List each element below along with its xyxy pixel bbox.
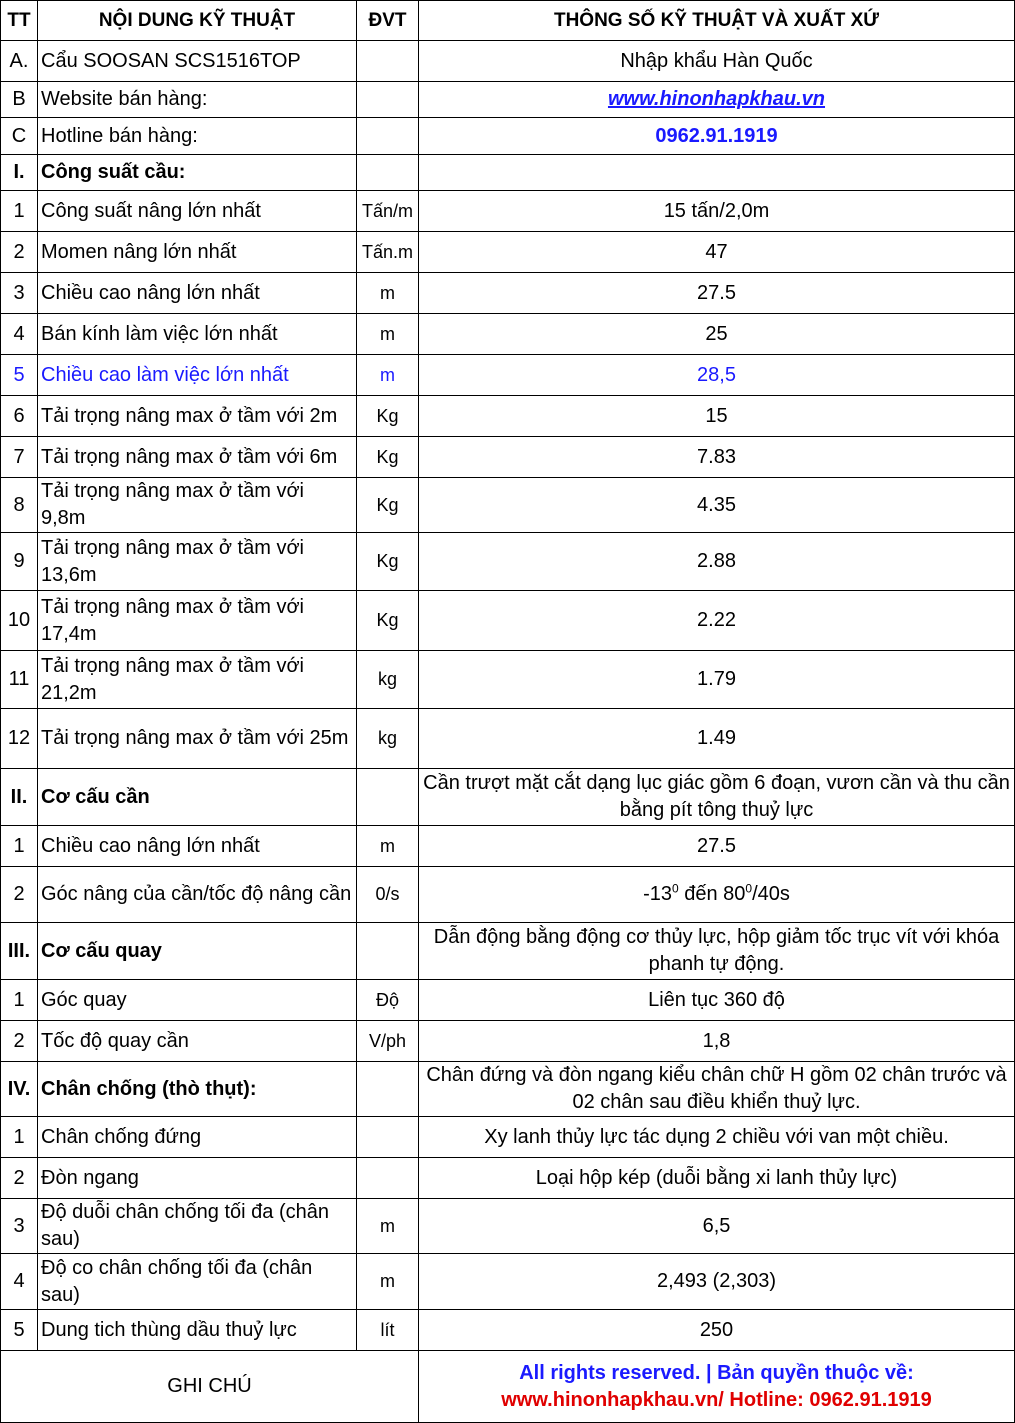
row-number: A. bbox=[1, 41, 38, 82]
row-item: Chân chống (thò thụt): bbox=[38, 1062, 357, 1117]
table-row bbox=[1, 478, 1015, 533]
row-value: 25 bbox=[419, 314, 1015, 355]
row-number: I. bbox=[1, 155, 38, 191]
table-row bbox=[1, 867, 1015, 923]
row-value bbox=[419, 155, 1015, 191]
table-row bbox=[1, 1021, 1015, 1062]
row-value bbox=[419, 867, 1015, 923]
row-unit bbox=[357, 118, 419, 155]
table-row bbox=[1, 1254, 1015, 1310]
row-item: Dung tich thùng dầu thuỷ lực bbox=[38, 1310, 357, 1351]
row-value: Loại hộp kép (duỗi bằng xi lanh thủy lực) bbox=[419, 1158, 1015, 1199]
row-number: II. bbox=[1, 769, 38, 826]
table-row bbox=[1, 980, 1015, 1021]
row-value: 47 bbox=[419, 232, 1015, 273]
row-value: 15 tấn/2,0m bbox=[419, 191, 1015, 232]
row-item: Tải trọng nâng max ở tầm với 6m bbox=[38, 437, 357, 478]
row-value: 27.5 bbox=[419, 826, 1015, 867]
row-number: 3 bbox=[1, 1199, 38, 1254]
footer-credits bbox=[419, 1351, 1015, 1423]
row-item: Tải trọng nâng max ở tầm với 17,4m bbox=[38, 591, 357, 651]
row-unit: Kg bbox=[357, 591, 419, 651]
row-item: Đòn ngang bbox=[38, 1158, 357, 1199]
row-number: 10 bbox=[1, 591, 38, 651]
table-row bbox=[1, 314, 1015, 355]
row-value: 27.5 bbox=[419, 273, 1015, 314]
contact-text[interactable]: www.hinonhapkhau.vn/ Hotline: 0962.91.1919 bbox=[501, 1388, 932, 1411]
row-unit: V/ph bbox=[357, 1021, 419, 1062]
row-unit: Độ bbox=[357, 980, 419, 1021]
row-unit bbox=[357, 769, 419, 826]
row-number: 9 bbox=[1, 533, 38, 591]
row-number: 11 bbox=[1, 651, 38, 709]
row-item: Chiều cao nâng lớn nhất bbox=[38, 826, 357, 867]
row-item: Tải trọng nâng max ở tầm với 21,2m bbox=[38, 651, 357, 709]
table-row bbox=[1, 273, 1015, 314]
table-row bbox=[1, 41, 1015, 82]
row-value: Nhập khẩu Hàn Quốc bbox=[419, 41, 1015, 82]
row-item: Độ co chân chống tối đa (chân sau) bbox=[38, 1254, 357, 1310]
row-item: Cơ cấu quay bbox=[38, 923, 357, 980]
row-number: 8 bbox=[1, 478, 38, 533]
angle-min: -13 bbox=[643, 883, 672, 905]
note-label: GHI CHÚ bbox=[1, 1351, 419, 1423]
row-unit: kg bbox=[357, 709, 419, 769]
row-value: 15 bbox=[419, 396, 1015, 437]
row-item: Độ duỗi chân chống tối đa (chân sau) bbox=[38, 1199, 357, 1254]
row-item: Chiều cao nâng lớn nhất bbox=[38, 273, 357, 314]
lift-speed: /40s bbox=[752, 883, 790, 905]
row-unit: lít bbox=[357, 1310, 419, 1351]
footer-row bbox=[1, 1351, 1015, 1423]
row-value: Liên tục 360 độ bbox=[419, 980, 1015, 1021]
row-item: Tốc độ quay cần bbox=[38, 1021, 357, 1062]
row-item: Tải trọng nâng max ở tầm với 9,8m bbox=[38, 478, 357, 533]
header-spec: THÔNG SỐ KỸ THUẬT VÀ XUẤT XỨ bbox=[419, 1, 1015, 41]
table-row bbox=[1, 437, 1015, 478]
table-row bbox=[1, 232, 1015, 273]
row-unit: m bbox=[357, 314, 419, 355]
row-number: 2 bbox=[1, 232, 38, 273]
row-number: 6 bbox=[1, 396, 38, 437]
row-item: Website bán hàng: bbox=[38, 82, 357, 118]
row-value: Cần trượt mặt cắt dạng lục giác gồm 6 đoạn, vươn cần và thu cần bằng pít tông thuỷ lực bbox=[419, 769, 1015, 826]
row-value: 1.79 bbox=[419, 651, 1015, 709]
row-unit: m bbox=[357, 1254, 419, 1310]
table-row bbox=[1, 118, 1015, 155]
row-value: Chân đứng và đòn ngang kiểu chân chữ H gồm 02 chân trước và 02 chân sau điều khiển thuỷ lực. bbox=[419, 1062, 1015, 1117]
row-number: C bbox=[1, 118, 38, 155]
row-item: Tải trọng nâng max ở tầm với 25m bbox=[38, 709, 357, 769]
row-item: Công suất nâng lớn nhất bbox=[38, 191, 357, 232]
table-row bbox=[1, 1117, 1015, 1158]
row-number: 2 bbox=[1, 1158, 38, 1199]
row-value: 7.83 bbox=[419, 437, 1015, 478]
table-row bbox=[1, 1158, 1015, 1199]
row-number: 1 bbox=[1, 826, 38, 867]
hotline-number[interactable]: 0962.91.1919 bbox=[655, 124, 778, 147]
row-unit bbox=[357, 82, 419, 118]
row-value bbox=[419, 118, 1015, 155]
row-unit: Kg bbox=[357, 533, 419, 591]
row-unit: m bbox=[357, 273, 419, 314]
row-unit bbox=[357, 1158, 419, 1199]
row-unit: Tấn.m bbox=[357, 232, 419, 273]
row-value bbox=[419, 82, 1015, 118]
row-item: Tải trọng nâng max ở tầm với 2m bbox=[38, 396, 357, 437]
table-row bbox=[1, 591, 1015, 651]
row-unit: Kg bbox=[357, 437, 419, 478]
table-row bbox=[1, 709, 1015, 769]
row-unit bbox=[357, 1062, 419, 1117]
row-value: 2,493 (2,303) bbox=[419, 1254, 1015, 1310]
header-content: NỘI DUNG KỸ THUẬT bbox=[38, 1, 357, 41]
row-item: Cơ cấu cần bbox=[38, 769, 357, 826]
table-row bbox=[1, 191, 1015, 232]
row-item: Momen nâng lớn nhất bbox=[38, 232, 357, 273]
row-number: III. bbox=[1, 923, 38, 980]
row-value: 250 bbox=[419, 1310, 1015, 1351]
row-number: 7 bbox=[1, 437, 38, 478]
table-row bbox=[1, 82, 1015, 118]
angle-max: đến 80 bbox=[678, 883, 746, 905]
row-number: 3 bbox=[1, 273, 38, 314]
row-value: Dẫn động bằng động cơ thủy lực, hộp giảm tốc trục vít với khóa phanh tự động. bbox=[419, 923, 1015, 980]
row-value: 28,5 bbox=[419, 355, 1015, 396]
row-item: Công suất cầu: bbox=[38, 155, 357, 191]
row-unit: Kg bbox=[357, 396, 419, 437]
row-unit: Tấn/m bbox=[357, 191, 419, 232]
table-row bbox=[1, 396, 1015, 437]
table-row bbox=[1, 826, 1015, 867]
row-unit bbox=[357, 155, 419, 191]
row-value: 4.35 bbox=[419, 478, 1015, 533]
row-value: 1,8 bbox=[419, 1021, 1015, 1062]
row-item: Tải trọng nâng max ở tầm với 13,6m bbox=[38, 533, 357, 591]
row-value: 2.22 bbox=[419, 591, 1015, 651]
table-row bbox=[1, 1199, 1015, 1254]
section-row bbox=[1, 769, 1015, 826]
section-row bbox=[1, 923, 1015, 980]
row-unit bbox=[357, 41, 419, 82]
header-unit: ĐVT bbox=[357, 1, 419, 41]
row-item: Cẩu SOOSAN SCS1516TOP bbox=[38, 41, 357, 82]
row-number: 5 bbox=[1, 1310, 38, 1351]
row-number: 5 bbox=[1, 355, 38, 396]
row-number: IV. bbox=[1, 1062, 38, 1117]
row-unit bbox=[357, 1117, 419, 1158]
row-unit: m bbox=[357, 1199, 419, 1254]
degree-mark: 0 bbox=[745, 881, 753, 896]
table-row-highlight bbox=[1, 355, 1015, 396]
header-row bbox=[1, 1, 1015, 41]
degree-mark: 0 bbox=[671, 881, 679, 896]
section-row bbox=[1, 155, 1015, 191]
row-item: Hotline bán hàng: bbox=[38, 118, 357, 155]
row-value: Xy lanh thủy lực tác dụng 2 chiều với van một chiều. bbox=[419, 1117, 1015, 1158]
row-number: B bbox=[1, 82, 38, 118]
row-value: 1.49 bbox=[419, 709, 1015, 769]
table-row bbox=[1, 651, 1015, 709]
section-row bbox=[1, 1062, 1015, 1117]
row-value: 6,5 bbox=[419, 1199, 1015, 1254]
row-number: 1 bbox=[1, 1117, 38, 1158]
row-number: 1 bbox=[1, 191, 38, 232]
rights-text: All rights reserved. | Bản quyền thuộc về: bbox=[519, 1361, 914, 1384]
row-unit: m bbox=[357, 355, 419, 396]
table-row bbox=[1, 1310, 1015, 1351]
row-number: 12 bbox=[1, 709, 38, 769]
row-item: Bán kính làm việc lớn nhất bbox=[38, 314, 357, 355]
row-unit: m bbox=[357, 826, 419, 867]
header-tt: TT bbox=[1, 1, 38, 41]
row-unit bbox=[357, 923, 419, 980]
row-item: Góc quay bbox=[38, 980, 357, 1021]
row-number: 1 bbox=[1, 980, 38, 1021]
row-unit: kg bbox=[357, 651, 419, 709]
row-number: 2 bbox=[1, 1021, 38, 1062]
row-item: Chân chống đứng bbox=[38, 1117, 357, 1158]
row-unit: Kg bbox=[357, 478, 419, 533]
website-link[interactable]: www.hinonhapkhau.vn bbox=[607, 88, 826, 110]
row-unit: 0/s bbox=[357, 867, 419, 923]
row-number: 4 bbox=[1, 1254, 38, 1310]
row-value: 2.88 bbox=[419, 533, 1015, 591]
row-number: 4 bbox=[1, 314, 38, 355]
row-item: Góc nâng của cần/tốc độ nâng cần bbox=[38, 867, 357, 923]
table-row bbox=[1, 533, 1015, 591]
row-number: 2 bbox=[1, 867, 38, 923]
row-item: Chiều cao làm việc lớn nhất bbox=[38, 355, 357, 396]
